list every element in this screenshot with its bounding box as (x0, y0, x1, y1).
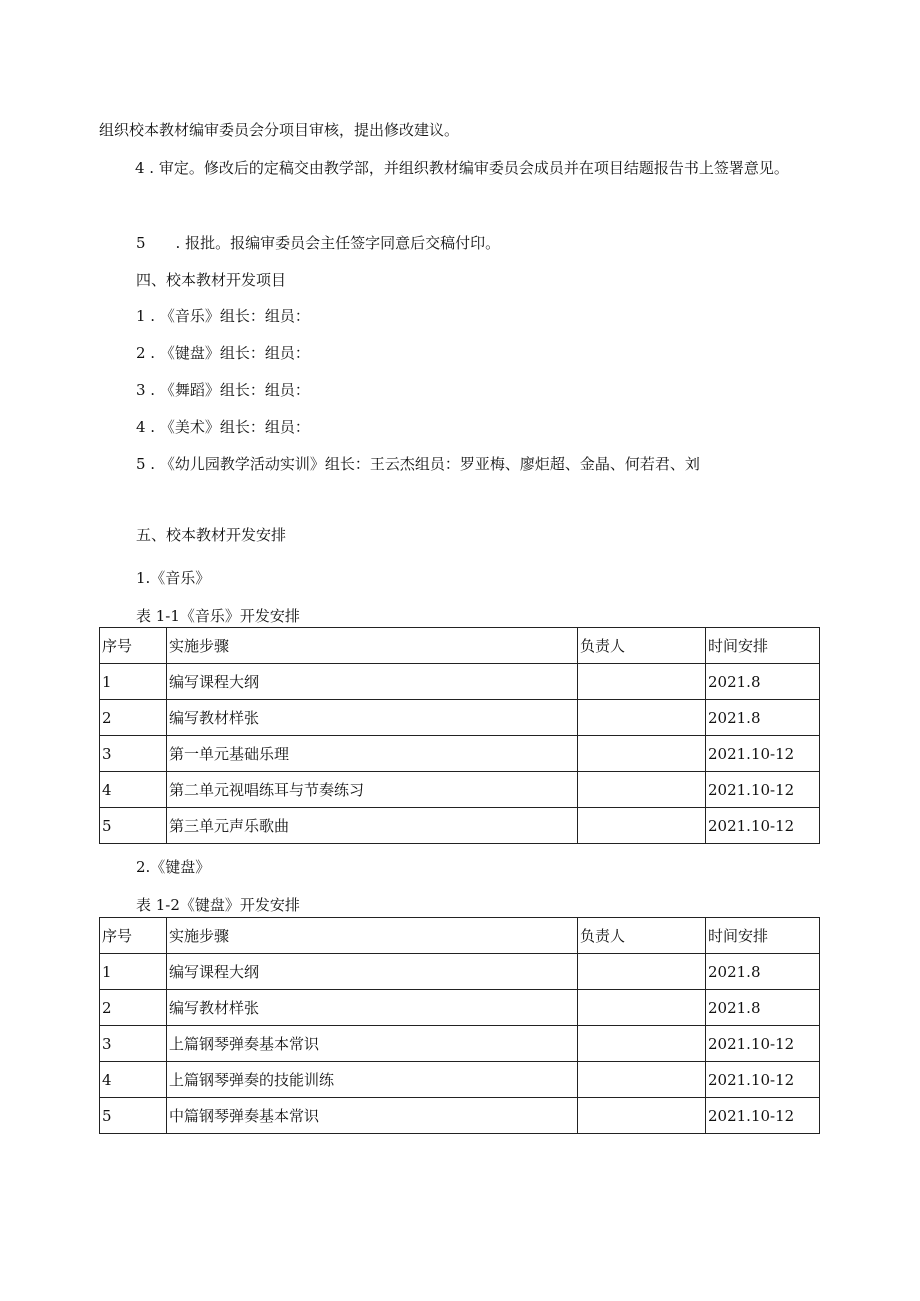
cell-step: 第一单元基础乐理 (167, 736, 578, 772)
header-owner: 负责人 (578, 918, 706, 954)
cell-step: 上篇钢琴弹奏的技能训练 (167, 1062, 578, 1098)
table-row (100, 954, 820, 990)
cell-schedule: 2021.10-12 (706, 808, 820, 844)
cell-index: 2 (100, 990, 167, 1026)
table-row (100, 808, 820, 844)
cell-owner (578, 1098, 706, 1134)
subheading-keyboard: 2.《键盘》 (136, 858, 211, 876)
table-row (100, 1098, 820, 1134)
cell-step: 上篇钢琴弹奏基本常识 (167, 1026, 578, 1062)
cell-schedule: 2021.10-12 (706, 736, 820, 772)
cell-step: 编写教材样张 (167, 700, 578, 736)
project-item-dance: 3 . 《舞蹈》组长：组员： (136, 381, 310, 399)
cell-index: 3 (100, 1026, 167, 1062)
cell-schedule: 2021.10-12 (706, 1062, 820, 1098)
table-keyboard-schedule (99, 917, 820, 1134)
cell-schedule: 2021.8 (706, 700, 820, 736)
paragraph-submit: 5 . 报批。报编审委员会主任签字同意后交稿付印。 (136, 234, 501, 252)
cell-schedule: 2021.10-12 (706, 1026, 820, 1062)
paragraph-approval: 4 . 审定。修改后的定稿交由教学部，并组织教材编审委员会成员并在项目结题报告书上签署意见。 (135, 159, 789, 177)
cell-owner (578, 736, 706, 772)
header-schedule: 时间安排 (706, 628, 820, 664)
table-caption-music: 表 1-1《音乐》开发安排 (136, 607, 300, 625)
table-row (100, 990, 820, 1026)
cell-step: 第三单元声乐歌曲 (167, 808, 578, 844)
cell-owner (578, 808, 706, 844)
header-step: 实施步骤 (167, 918, 578, 954)
header-index: 序号 (100, 918, 167, 954)
table-caption-keyboard: 表 1-2《键盘》开发安排 (136, 896, 300, 914)
table-row (100, 1026, 820, 1062)
cell-step: 编写教材样张 (167, 990, 578, 1026)
cell-index: 5 (100, 1098, 167, 1134)
header-index: 序号 (100, 628, 167, 664)
cell-owner (578, 664, 706, 700)
project-item-kindergarten: 5 . 《幼儿园教学活动实训》组长：王云杰组员：罗亚梅、廖炬超、金晶、何若君、刘 (136, 455, 700, 473)
cell-step: 编写课程大纲 (167, 954, 578, 990)
table-row (100, 700, 820, 736)
cell-step: 编写课程大纲 (167, 664, 578, 700)
cell-schedule: 2021.10-12 (706, 772, 820, 808)
header-step: 实施步骤 (167, 628, 578, 664)
table-header-row (100, 918, 820, 954)
cell-owner (578, 700, 706, 736)
project-item-music: 1 . 《音乐》组长：组员： (136, 307, 310, 325)
table-row (100, 664, 820, 700)
cell-owner (578, 1062, 706, 1098)
cell-owner (578, 772, 706, 808)
table-row (100, 1062, 820, 1098)
cell-index: 5 (100, 808, 167, 844)
cell-owner (578, 954, 706, 990)
cell-schedule: 2021.10-12 (706, 1098, 820, 1134)
project-item-art: 4 . 《美术》组长：组员： (136, 418, 310, 436)
table-music-schedule (99, 627, 820, 844)
cell-owner (578, 990, 706, 1026)
header-owner: 负责人 (578, 628, 706, 664)
paragraph-review: 组织校本教材编审委员会分项目审核，提出修改建议。 (99, 121, 460, 139)
cell-index: 1 (100, 954, 167, 990)
table-header-row (100, 628, 820, 664)
cell-index: 1 (100, 664, 167, 700)
cell-index: 4 (100, 1062, 167, 1098)
heading-section-four: 四、校本教材开发项目 (136, 271, 287, 289)
cell-schedule: 2021.8 (706, 954, 820, 990)
cell-index: 3 (100, 736, 167, 772)
header-schedule: 时间安排 (706, 918, 820, 954)
cell-index: 2 (100, 700, 167, 736)
table-row (100, 772, 820, 808)
cell-step: 第二单元视唱练耳与节奏练习 (167, 772, 578, 808)
cell-step: 中篇钢琴弹奏基本常识 (167, 1098, 578, 1134)
cell-index: 4 (100, 772, 167, 808)
heading-section-five: 五、校本教材开发安排 (136, 526, 287, 544)
cell-schedule: 2021.8 (706, 990, 820, 1026)
cell-schedule: 2021.8 (706, 664, 820, 700)
cell-owner (578, 1026, 706, 1062)
subheading-music: 1.《音乐》 (136, 569, 211, 587)
table-row (100, 736, 820, 772)
project-item-keyboard: 2 . 《键盘》组长：组员： (136, 344, 310, 362)
